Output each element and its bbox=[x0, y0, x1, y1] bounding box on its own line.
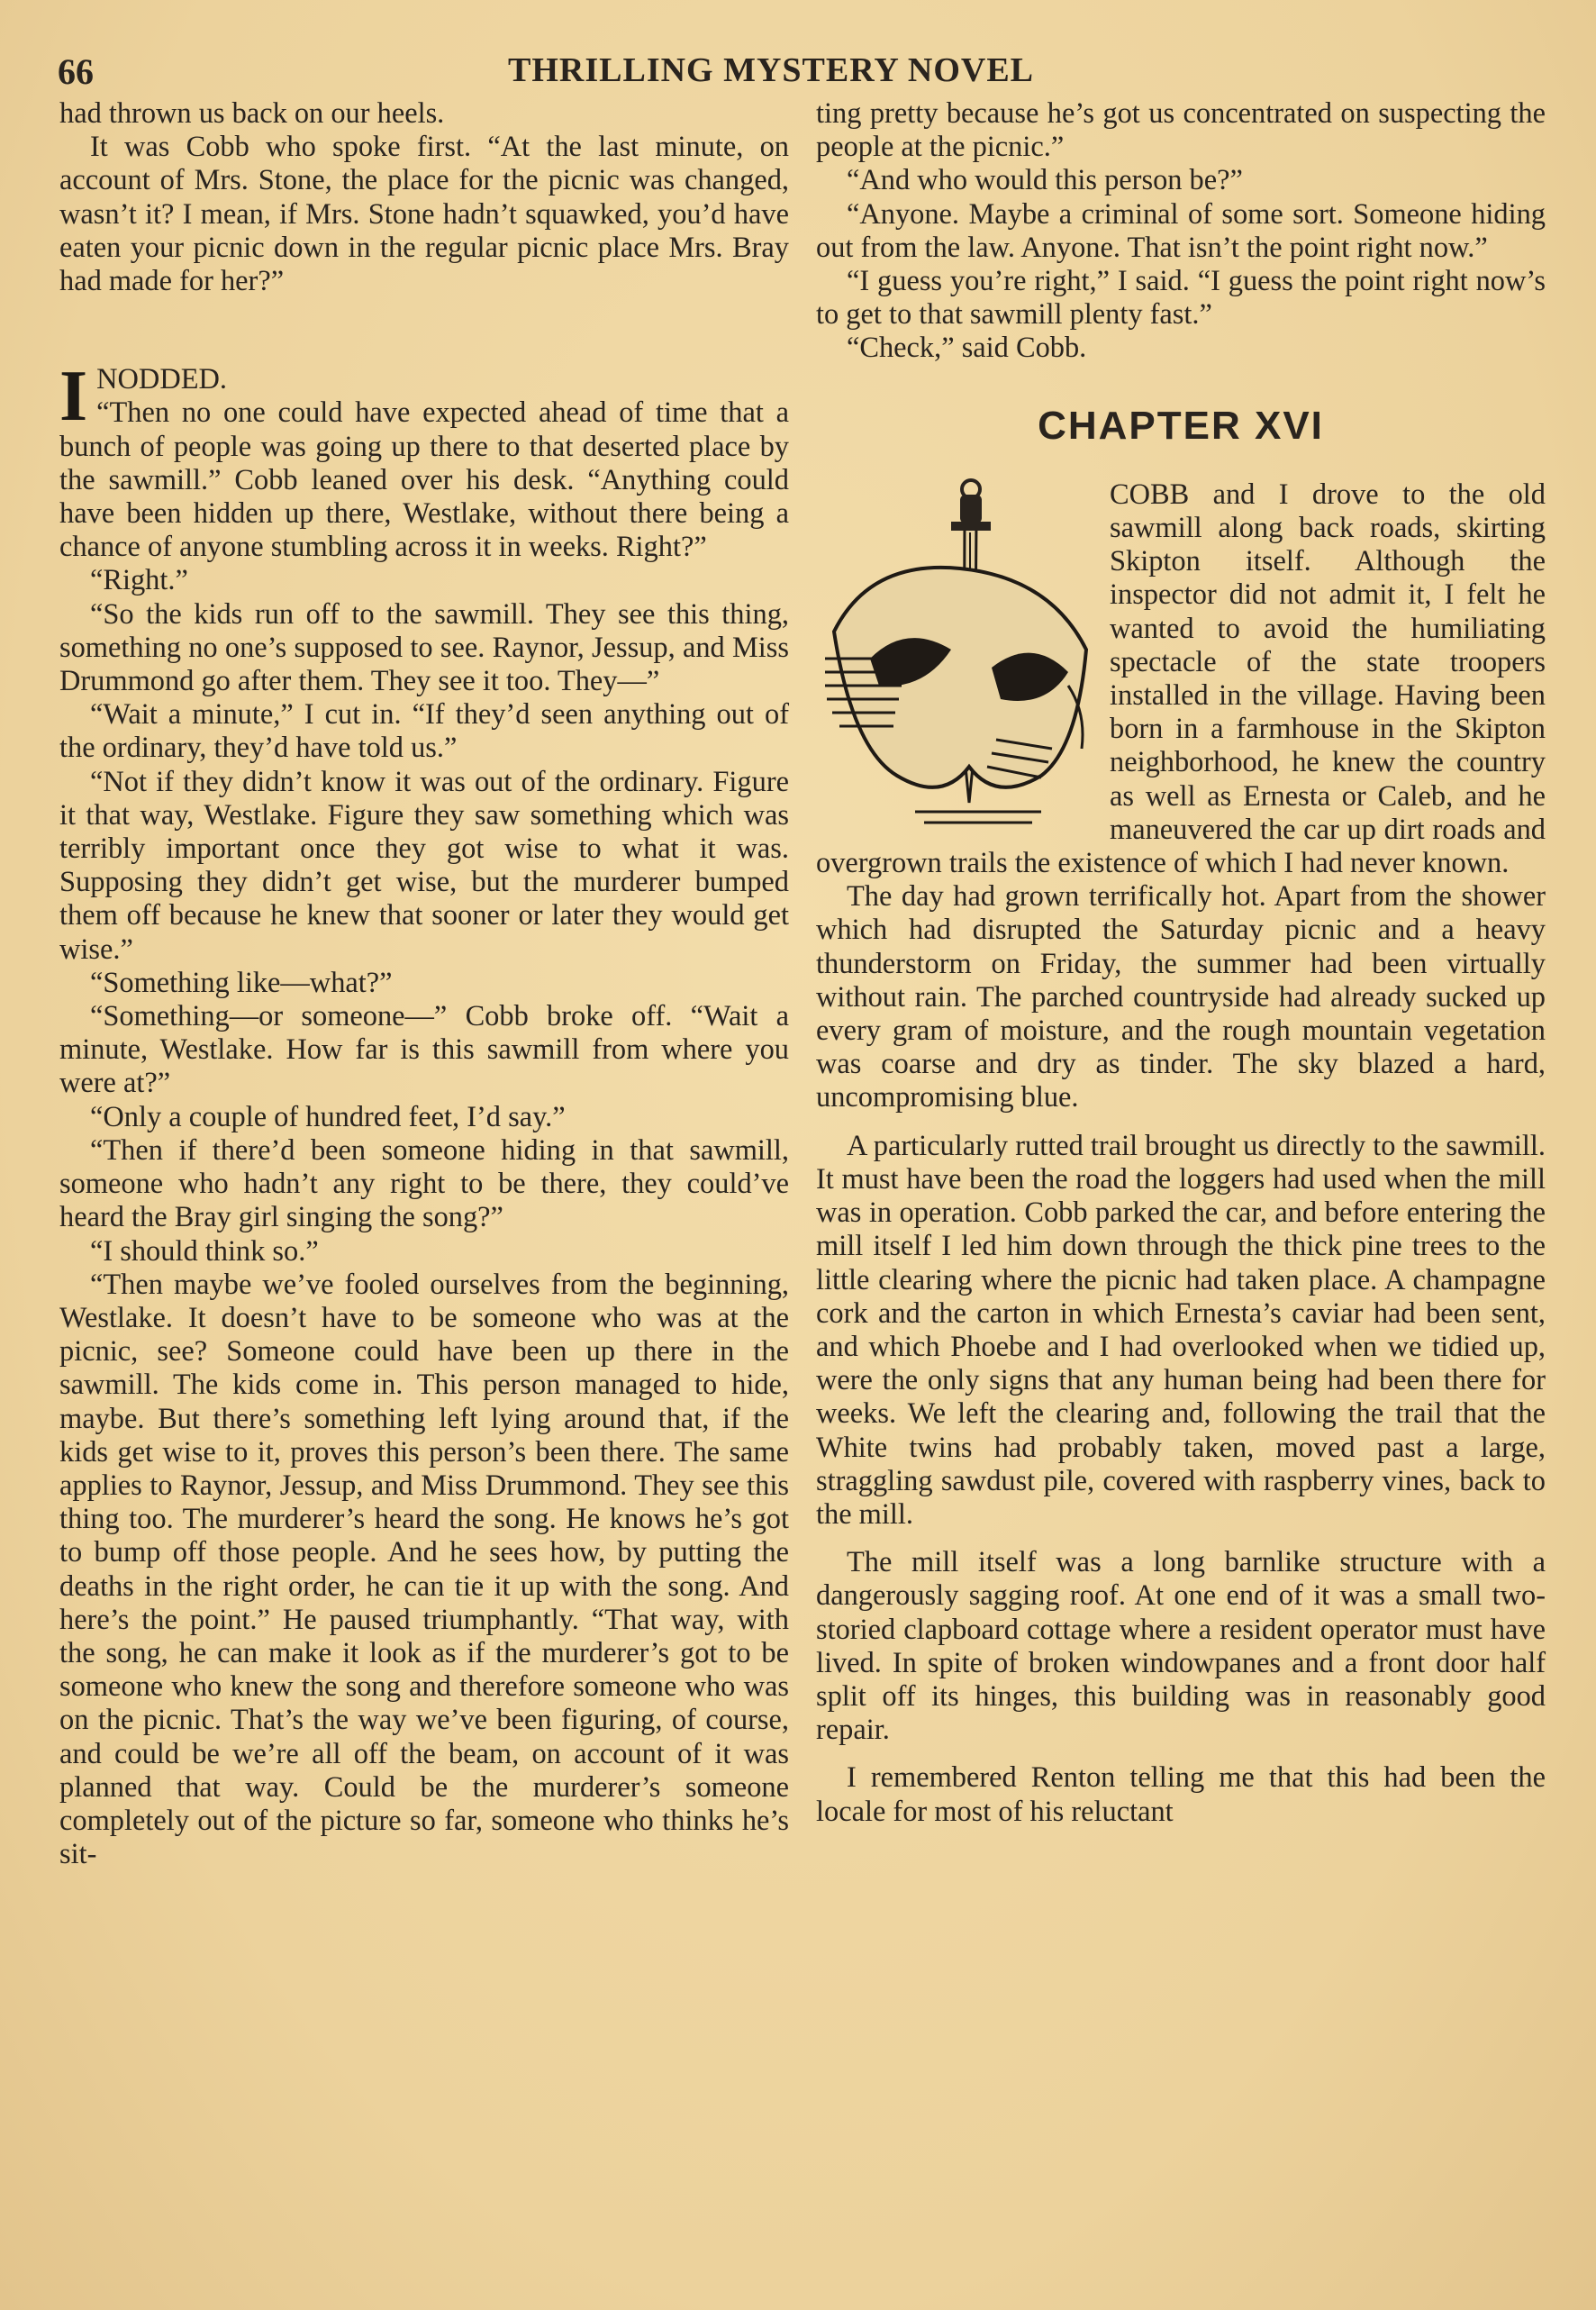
paragraph bbox=[59, 357, 789, 564]
paragraph: “Only a couple of hundred feet, I’d say.” bbox=[90, 1100, 566, 1133]
left-column bbox=[59, 97, 789, 1871]
paragraph: “Wait a minute,” I cut in. “If they’d seen anything out of the ordinary, they’d have told us.” bbox=[59, 698, 789, 765]
paragraph: The day had grown terrifically hot. Apart from the shower which had disrupted the Saturday picnic and a heavy thunderstorm on Friday, the summer had been virtually without rain. The parched countryside had already sucked up every gram of moisture, and the rough mountain vegetation was coarse and dry as tinder. The sky blazed a hard, uncompromising blue. bbox=[816, 880, 1546, 1114]
paragraph-spacer bbox=[816, 1532, 1546, 1546]
page-number: 66 bbox=[58, 51, 94, 92]
opening-paragraph: “Then no one could have expected ahead of time that a bunch of people was going up there to that deserted place by the sawmill.” Cobb leaned over his desk. “Anything could have been hidden up there, Westlake, without there being a chance of anyone stumbling across it in weeks. Right?” bbox=[59, 396, 789, 564]
paragraph: “So the kids run off to the sawmill. They see this thing, something no one’s supposed to see. Raynor, Jessup, and Miss Drummond go after them. They see it too. They—” bbox=[59, 597, 789, 698]
paragraph: It was Cobb who spoke first. “At the last minute, on account of Mrs. Stone, the place for the picnic was changed, wasn’t it? I mean, if Mrs. Stone hadn’t squawked, you’d have eaten your picnic down in the regular picnic place Mrs. Bray had made for her?” bbox=[59, 131, 789, 298]
paragraph: “Something like—what?” bbox=[90, 966, 393, 999]
paragraph: I remembered Renton telling me that this had been the locale for most of his reluctant bbox=[816, 1761, 1546, 1828]
paragraph: “Then if there’d been someone hiding in that sawmill, someone who hadn’t any right to be there, they could’ve heard the Bray girl singing the song?” bbox=[59, 1133, 789, 1234]
mask-and-dagger-icon bbox=[816, 478, 1095, 834]
paragraph: A particularly rutted trail brought us directly to the sawmill. It must have been the road the loggers had used when the mill was in operation. Cobb parked the car, and before entering the mill itself I led him down through the thick pine trees to the little clearing where the picnic had taken place. A champagne cork and the carton in which Ernesta’s caviar had been sent, and which Phoebe and I had overlooked when we tidied up, were the only signs that any human being had been there for weeks. We left the clearing and, following the trail that the White twins had probably taken, moved past a large, straggling sawdust pile, covered with raspberry vines, back to the mill. bbox=[816, 1129, 1546, 1531]
chapter-opening-paragraph bbox=[816, 478, 1546, 880]
opening-text: NODDED. bbox=[96, 363, 227, 396]
paragraph: The mill itself was a long barnlike structure with a dangerously sagging roof. At one end of it was a small two-storied clapboard cottage where a resident operator must have lived. In spite of broken windowpanes and a front door half split off its hinges, this building was in reasonably good repair. bbox=[816, 1546, 1546, 1747]
paragraph: “Anyone. Maybe a criminal of some sort. Someone hiding out from the law. Anyone. That isn’t the point right now.” bbox=[816, 197, 1546, 264]
paragraph: “Not if they didn’t know it was out of the ordinary. Figure it that way, Westlake. Figure they saw something which was terribly important once they got wise to what it was. Supposing they didn’t get wise, but the murderer bumped them off because he knew that sooner or later they would get wise.” bbox=[59, 765, 789, 966]
paragraph: “Then maybe we’ve fooled ourselves from the beginning, Westlake. It doesn’t have to be someone who was at the picnic, see? Someone could have been up there in the sawmill. The kids come in. This person managed to hide, maybe. But there’s something left lying around that, if the kids get wise to it, proves this person’s been there. The same applies to Raynor, Jessup, and Miss Drummond. They see this thing too. The murderer’s heard the song. He knows he’s got to bump off those people. And he sees how, by putting the deaths in the right order, he can tie it up with the song. And here’s the point.” He paused triumphantly. “That way, with the song, he can make it look as if the murderer’s got to be someone who knew the song and therefore someone who was on the picnic. That’s the way we’ve been figuring, of course, and could be we’re all off the beam, on account of it was planned that way. Could be the murderer’s someone completely out of the picture so far, someone who thinks he’s sit- bbox=[59, 1268, 789, 1871]
drop-cap: I bbox=[59, 357, 88, 437]
paragraph: “Something—or someone—” Cobb broke off. “Wait a minute, Westlake. How far is this sawmill from where you were at?” bbox=[59, 1000, 789, 1100]
paragraph: “I should think so.” bbox=[90, 1234, 319, 1268]
chapter-title: CHAPTER XVI bbox=[1038, 403, 1324, 448]
paragraph-spacer bbox=[816, 1747, 1546, 1761]
running-title: THRILLING MYSTERY NOVEL bbox=[508, 51, 1035, 89]
paragraph: “Right.” bbox=[90, 564, 188, 597]
paragraph: “And who would this person be?” bbox=[847, 164, 1243, 197]
paragraph-text: COBB and I drove to the old sawmill along back roads, skirting Skipton itself. Although the inspector did not admit it, I felt he wanted to avoid the humiliating spectacle of the state troopers installed in the village. Having been born in a farmhouse in the Skipton neighborhood, he knew the country as well as Ernesta or Caleb, and he maneuvered the car up dirt roads and overgrown trails the existence of which I had never known. bbox=[816, 477, 1546, 880]
section-break bbox=[59, 298, 789, 363]
paragraph-spacer bbox=[816, 1115, 1546, 1130]
paragraph: “Check,” said Cobb. bbox=[847, 332, 1087, 365]
paragraph: had thrown us back on our heels. bbox=[59, 97, 445, 130]
page-header bbox=[58, 47, 1542, 101]
paragraph: ting pretty because he’s got us concentrated on suspecting the people at the picnic.” bbox=[816, 97, 1546, 164]
paragraph: “I guess you’re right,” I said. “I guess the point right now’s to get to that sawmill plenty fast.” bbox=[816, 265, 1546, 332]
right-column bbox=[816, 97, 1546, 1829]
